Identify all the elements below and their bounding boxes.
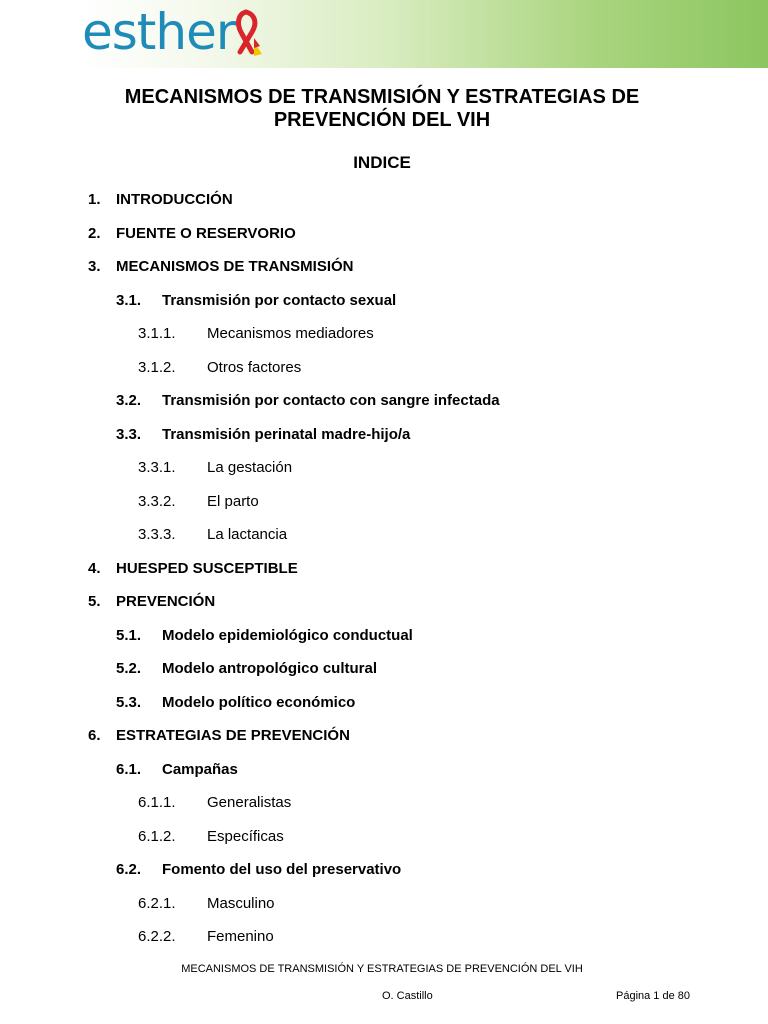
toc-item: [0, 927, 768, 947]
toc-item: [0, 224, 768, 244]
toc-item: [0, 793, 768, 813]
toc-item: [0, 860, 768, 880]
toc-item-label: Transmisión perinatal madre-hijo/a: [162, 426, 411, 443]
toc-item-number: 3.3.: [116, 426, 142, 443]
toc-item-number: 6.2.1.: [138, 895, 176, 912]
toc-item: [0, 324, 768, 344]
toc-item-label: INTRODUCCIÓN: [116, 191, 233, 208]
toc-item: [0, 827, 768, 847]
toc-item-number: 1.: [88, 191, 101, 208]
toc-item-label: PREVENCIÓN: [116, 593, 216, 610]
toc-item-label: Fomento del uso del preservativo: [162, 861, 402, 878]
toc-item: [0, 425, 768, 445]
toc-item: [0, 291, 768, 311]
footer-page-number: Página 1 de 80: [616, 990, 691, 1002]
toc-item-number: 3.3.2.: [138, 493, 176, 510]
ribbon-icon: [232, 8, 266, 58]
toc-item-label: Mecanismos mediadores: [207, 325, 374, 342]
toc-item: [0, 659, 768, 679]
toc-item: [0, 257, 768, 277]
toc-item: [0, 458, 768, 478]
document-title: MECANISMOS DE TRANSMISIÓN Y ESTRATEGIAS DE PREVENCIÓN DEL VIH: [124, 86, 640, 131]
toc-item-number: 3.3.3.: [138, 526, 176, 543]
toc-item: [0, 391, 768, 411]
toc-item-number: 5.: [88, 593, 101, 610]
toc-item-number: 6.: [88, 727, 101, 744]
toc-item: [0, 726, 768, 746]
toc-item-label: HUESPED SUSCEPTIBLE: [116, 560, 298, 577]
toc-item-number: 6.2.: [116, 861, 142, 878]
toc-item-number: 3.2.: [116, 392, 142, 409]
toc-item: [0, 525, 768, 545]
toc-item: [0, 693, 768, 713]
toc-item-number: 3.1.1.: [138, 325, 176, 342]
toc-item-number: 5.2.: [116, 660, 142, 677]
toc-item-label: La gestación: [207, 459, 293, 476]
index-heading: INDICE: [353, 153, 411, 172]
toc-item-label: La lactancia: [207, 526, 288, 543]
toc-item-label: Femenino: [207, 928, 274, 945]
toc-item: [0, 358, 768, 378]
toc-item: [0, 894, 768, 914]
toc-item: [0, 190, 768, 210]
toc-item-number: 6.1.1.: [138, 794, 176, 811]
toc-item-label: El parto: [207, 493, 259, 510]
toc-item-label: ESTRATEGIAS DE PREVENCIÓN: [116, 727, 350, 744]
toc-item-number: 3.1.2.: [138, 359, 176, 376]
toc-item: [0, 492, 768, 512]
toc-item: [0, 760, 768, 780]
logo-text: esther: [82, 3, 236, 61]
toc-item-label: MECANISMOS DE TRANSMISIÓN: [116, 258, 354, 275]
toc-item-label: Campañas: [162, 761, 238, 778]
toc-item-number: 4.: [88, 560, 101, 577]
toc-item-label: FUENTE O RESERVORIO: [116, 225, 296, 242]
footer-author: O. Castillo: [382, 990, 433, 1002]
toc-item-label: Masculino: [207, 895, 275, 912]
toc-item-number: 5.1.: [116, 627, 142, 644]
footer-title: MECANISMOS DE TRANSMISIÓN Y ESTRATEGIAS DE PREVENCIÓN DEL VIH: [181, 963, 583, 975]
toc-item-label: Modelo antropológico cultural: [162, 660, 377, 677]
toc-item-number: 3.1.: [116, 292, 142, 309]
toc-item-number: 2.: [88, 225, 101, 242]
toc-item-number: 6.1.2.: [138, 828, 176, 845]
toc-item-number: 6.2.2.: [138, 928, 176, 945]
toc-item-label: Modelo político económico: [162, 694, 356, 711]
toc-item-label: Generalistas: [207, 794, 292, 811]
toc-item-number: 5.3.: [116, 694, 142, 711]
toc-item-label: Específicas: [207, 828, 284, 845]
toc-item: [0, 626, 768, 646]
toc-item-number: 3.: [88, 258, 101, 275]
toc-item: [0, 559, 768, 579]
toc-item-number: 6.1.: [116, 761, 142, 778]
toc-item-number: 3.3.1.: [138, 459, 176, 476]
toc-item-label: Modelo epidemiológico conductual: [162, 627, 413, 644]
toc-item-label: Transmisión por contacto sexual: [162, 292, 397, 309]
esther-logo: [82, 2, 262, 66]
toc-item-label: Transmisión por contacto con sangre infectada: [162, 392, 500, 409]
toc-item: [0, 592, 768, 612]
toc-item-label: Otros factores: [207, 359, 302, 376]
